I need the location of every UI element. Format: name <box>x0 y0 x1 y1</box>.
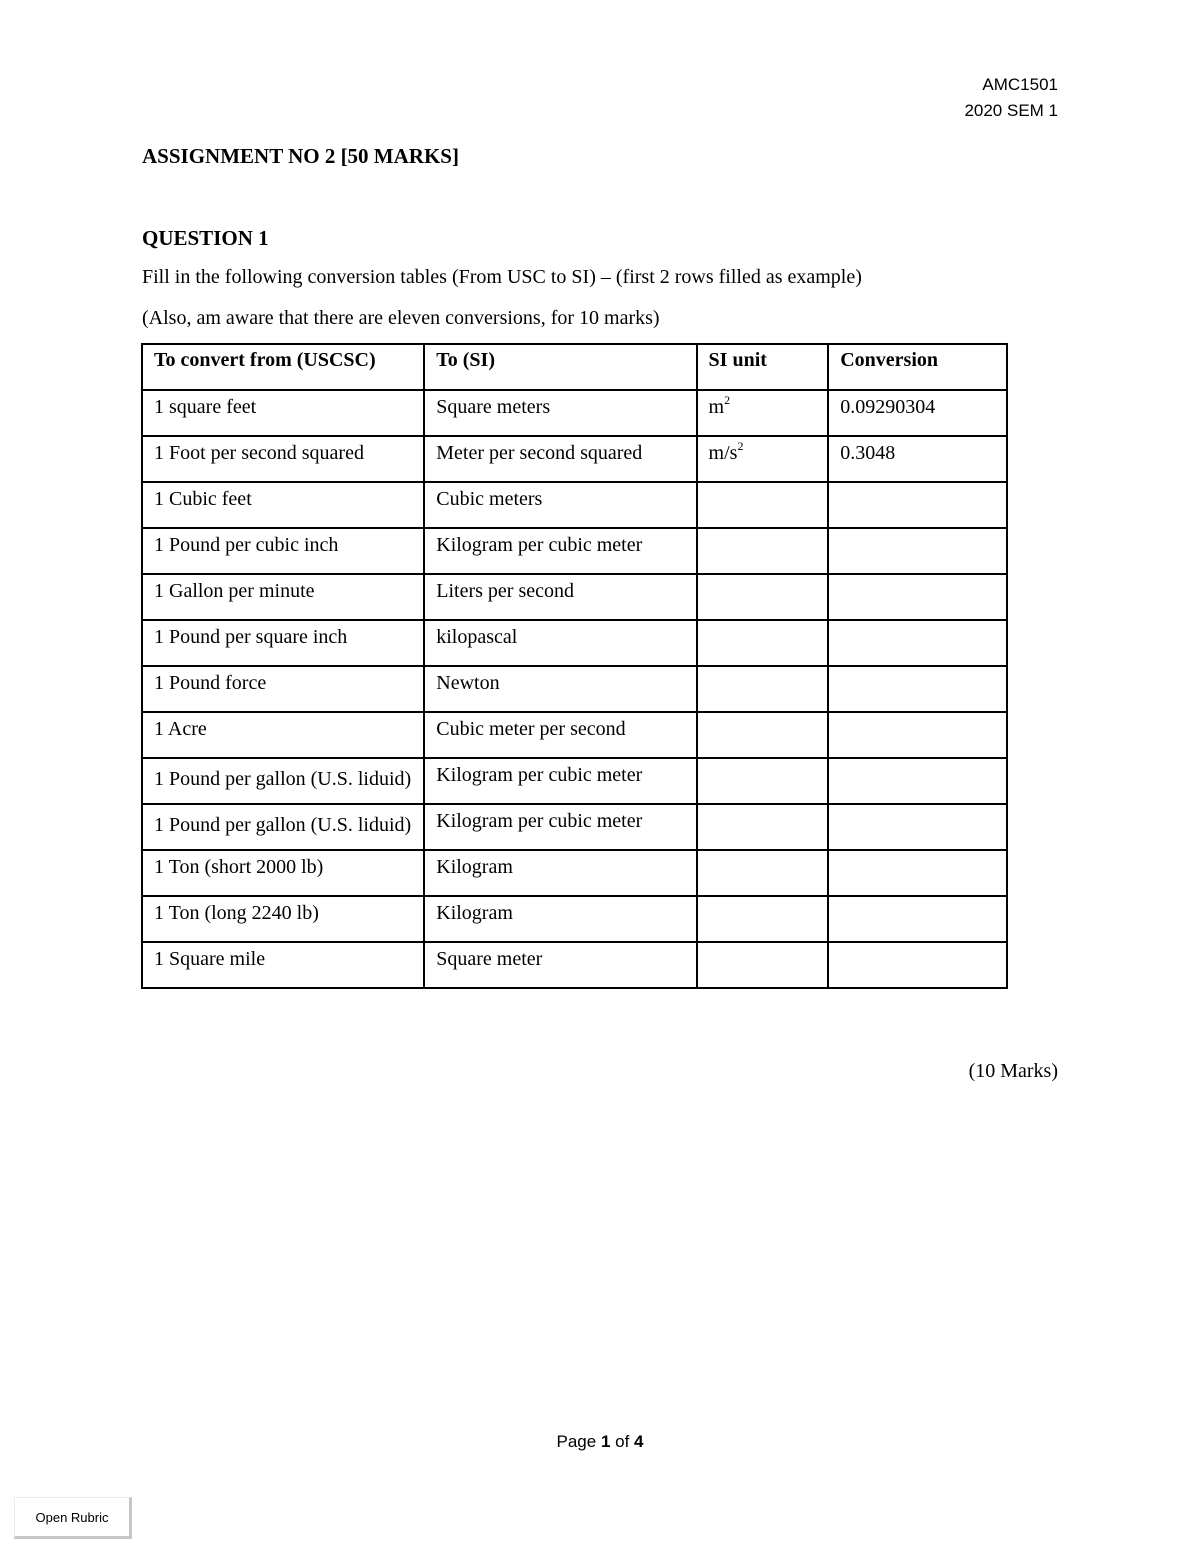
si-unit-cell <box>697 574 829 620</box>
table-row <box>142 850 1007 896</box>
course-code: AMC1501 <box>982 75 1058 94</box>
to-cell: Kilogram <box>424 896 696 942</box>
si-unit-cell <box>697 528 829 574</box>
to-cell: Cubic meter per second <box>424 712 696 758</box>
si-unit-exponent: 2 <box>737 439 744 453</box>
si-unit-cell <box>697 390 829 436</box>
from-cell: 1 Square mile <box>142 942 424 988</box>
assignment-title: ASSIGNMENT NO 2 [50 MARKS] <box>142 144 459 168</box>
from-cell: 1 Acre <box>142 712 424 758</box>
question-note: (Also, am aware that there are eleven conversions, for 10 marks) <box>142 307 660 329</box>
table-row <box>142 666 1007 712</box>
si-unit-cell <box>697 436 829 482</box>
from-cell: 1 Pound per gallon (U.S. liduid) <box>142 804 424 850</box>
table-row <box>142 436 1007 482</box>
si-unit-text: m/s <box>708 442 738 464</box>
to-cell: Newton <box>424 666 696 712</box>
from-cell: 1 Ton (short 2000 lb) <box>142 850 424 896</box>
si-unit-cell <box>697 666 829 712</box>
table-row <box>142 390 1007 436</box>
table-row <box>142 758 1007 804</box>
to-cell: Kilogram <box>424 850 696 896</box>
si-unit-exponent: 2 <box>724 393 731 407</box>
header-to: To (SI) <box>424 344 696 390</box>
to-cell: Square meter <box>424 942 696 988</box>
conversion-cell: 0.09290304 <box>828 390 1007 436</box>
to-cell: kilopascal <box>424 620 696 666</box>
question-heading: QUESTION 1 <box>142 226 269 250</box>
conversion-cell <box>828 712 1007 758</box>
conversion-cell <box>828 804 1007 850</box>
table-row <box>142 528 1007 574</box>
from-cell: 1 Cubic feet <box>142 482 424 528</box>
question-instruction: Fill in the following conversion tables (From USC to SI) – (first 2 rows filled as example) <box>142 266 862 288</box>
table-row <box>142 574 1007 620</box>
to-cell: Kilogram per cubic meter <box>424 804 696 850</box>
si-unit-text: m <box>708 396 725 418</box>
from-cell: 1 Foot per second squared <box>142 436 424 482</box>
si-unit-cell <box>697 712 829 758</box>
si-unit-cell <box>697 896 829 942</box>
header-from: To convert from (USCSC) <box>142 344 424 390</box>
to-cell: Cubic meters <box>424 482 696 528</box>
page-total: 4 <box>634 1432 644 1451</box>
from-cell: 1 square feet <box>142 390 424 436</box>
si-unit-cell <box>697 850 829 896</box>
page-prefix: Page <box>556 1432 601 1451</box>
table-row <box>142 620 1007 666</box>
open-rubric-button[interactable]: Open Rubric <box>14 1497 132 1539</box>
header-conversion: Conversion <box>828 344 1007 390</box>
page-current: 1 <box>600 1432 611 1451</box>
table-header-row <box>142 344 1007 390</box>
semester-label: 2020 SEM 1 <box>964 101 1058 120</box>
conversion-cell <box>828 666 1007 712</box>
conversion-table <box>141 343 1008 989</box>
conversion-cell <box>828 574 1007 620</box>
si-unit-cell <box>697 804 829 850</box>
table-body <box>142 390 1007 988</box>
to-cell: Meter per second squared <box>424 436 696 482</box>
si-unit-cell <box>697 758 829 804</box>
conversion-cell <box>828 482 1007 528</box>
page-footer <box>0 1432 1200 1452</box>
from-cell: 1 Pound per cubic inch <box>142 528 424 574</box>
table-row <box>142 482 1007 528</box>
si-unit-cell <box>697 942 829 988</box>
from-cell: 1 Pound per square inch <box>142 620 424 666</box>
from-cell: 1 Pound per gallon (U.S. liduid) <box>142 758 424 804</box>
to-cell: Kilogram per cubic meter <box>424 758 696 804</box>
to-cell: Square meters <box>424 390 696 436</box>
to-cell: Liters per second <box>424 574 696 620</box>
si-unit-cell <box>697 482 829 528</box>
from-cell: 1 Ton (long 2240 lb) <box>142 896 424 942</box>
table-row <box>142 712 1007 758</box>
table-row <box>142 896 1007 942</box>
conversion-cell <box>828 620 1007 666</box>
header-si-unit: SI unit <box>697 344 829 390</box>
table-row <box>142 942 1007 988</box>
conversion-cell <box>828 850 1007 896</box>
from-cell: 1 Gallon per minute <box>142 574 424 620</box>
conversion-cell <box>828 942 1007 988</box>
page-of: of <box>610 1432 635 1451</box>
table-row <box>142 804 1007 850</box>
marks-label: (10 Marks) <box>968 1060 1058 1082</box>
conversion-cell <box>828 758 1007 804</box>
si-unit-cell <box>697 620 829 666</box>
to-cell: Kilogram per cubic meter <box>424 528 696 574</box>
conversion-cell <box>828 896 1007 942</box>
conversion-cell <box>828 528 1007 574</box>
conversion-cell: 0.3048 <box>828 436 1007 482</box>
from-cell: 1 Pound force <box>142 666 424 712</box>
